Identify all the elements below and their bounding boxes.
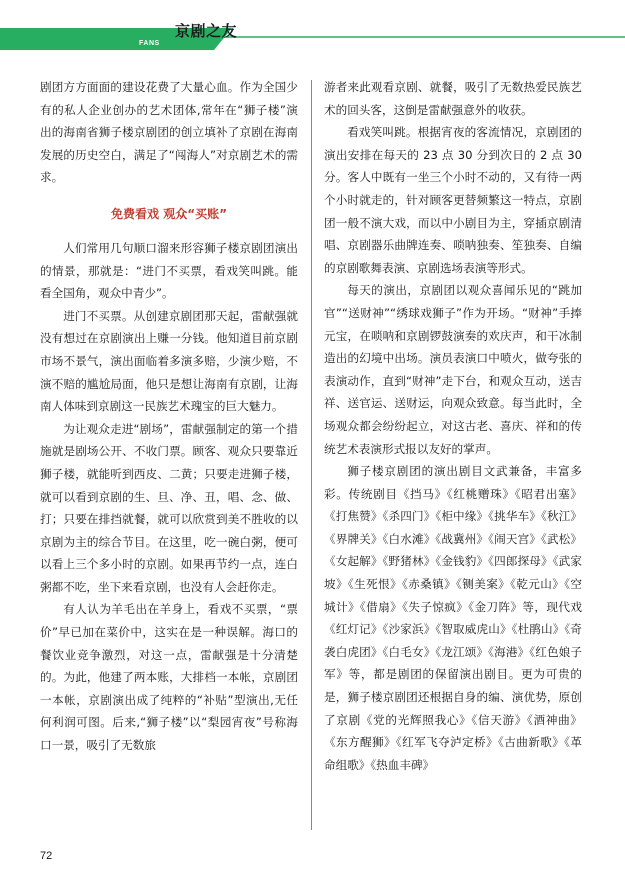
- paragraph: 每天的演出，京剧团以观众喜闻乐见的“跳加官”“送财神”“绣球戏狮子”作为开场。“财神”手捧元宝，在唢呐和京剧锣鼓演奏的欢庆声，和干冰制造出的幻境中出场。演员表演口中喷火，做夸张的表演动作，直到“财神”走下台，和观众互动，送吉祥、送官运、送财运，向观众致意。每当此时，全场观众都会纷纷起立，对这古老、喜庆、祥和的传统艺术表演形式报以友好的掌声。: [324, 283, 582, 456]
- paragraph: 为让观众走进“剧场”，雷献强制定的第一个措施就是剧场公开、不收门票。顾客、观众只要靠近狮子楼，就能听到西皮、二黄；只要走进狮子楼，就可以看到京剧的生、旦、净、丑，唱、念、做、打；只要在排挡就餐，就可以欣赏到美不胜收的以京剧为主的综合节目。在这里，吃一碗白粥，便可以看上三个多小时的京剧。如果再节约一点，连白粥都不吃，坐下来看京剧，也没有人会赶你走。: [40, 421, 298, 594]
- paragraph: 剧团方方面面的建设花费了大量心血。作为全国少有的私人企业创办的艺术团体,常年在“狮子楼”演出的海南省狮子楼京剧团的创立填补了京剧在海南发展的历史空白，满足了“闯海人”对京剧艺术的需求。: [40, 80, 298, 185]
- section-heading: 免费看戏 观众“买账”: [111, 206, 227, 221]
- paragraph: 看戏笑叫跳。根据宵夜的客流情况，京剧团的演出安排在每天的 23 点 30 分到次日的 2 点 30 分。客人中既有一坐三个小时不动的，又有待一两个小时就走的，针对顾客更替频繁这一特点，京剧团一般不演大戏，而以中小剧目为主，穿插京剧清唱、京剧器乐曲牌连奏、唢呐独奏、笙独奏、自编的京剧歌舞表演、京剧选场表演等形式。: [324, 125, 582, 275]
- section-label: FANS: [139, 40, 160, 47]
- paragraph: 有人认为羊毛出在羊身上，看戏不买票，“票价”早已加在菜价中，这实在是一种误解。海口的餐饮业竞争激烈，对这一点，雷献强是十分清楚的。为此，他建了两本账，大排档一本帐，京剧团一本帐，京剧演出成了纯粹的“补贴”型演出,无任何利润可图。后来,“狮子楼”以“梨园宵夜”号称海口一景，吸引了无数旅: [40, 602, 298, 753]
- page-number: 72: [40, 850, 53, 862]
- left-column: [40, 76, 298, 757]
- paragraph: 进门不买票。从创建京剧团那天起，雷献强就没有想过在京剧演出上赚一分钱。他知道目前京剧市场不景气，演出面临着多演多赔，少演少赔，不演不赔的尴尬局面，他只是想让海南有京剧，让海南人体味到京剧这一民族艺术瑰宝的巨大魅力。: [40, 308, 298, 414]
- paragraph: 狮子楼京剧团的演出剧目文武兼备，丰富多彩。传统剧目《挡马》《红桃赠珠》《昭君出塞》《打焦赞》《杀四门》《柜中缘》《挑华车》《秋江》《界牌关》《白水滩》《战冀州》《闹天宫》《武松》《女起解》《野猪林》《金钱豹》《四郎探母》《武家坡》《生死恨》《赤桑镇》《铡美案》《乾元山》《空城计》《借扇》《失子惊疯》《金刀阵》等，现代戏《红灯记》《沙家浜》《智取威虎山》《杜鹃山》《奇袭白虎团》《白毛女》《龙江颂》《海港》《红色娘子军》等，都是剧团的保留演出剧目。更为可贵的是，狮子楼京剧团还根据自身的编、演优势，原创了京剧《党的光辉照我心》《信天游》《酒神曲》《东方醒狮》《红军飞夺泸定桥》《古曲新歌》《革命组歌》《热血丰碑》: [324, 464, 582, 772]
- column-divider: [311, 80, 312, 830]
- header-stripe: [0, 28, 625, 54]
- paragraph: 游者来此观看京剧、就餐，吸引了无数热爱民族艺术的回头客，这倒是雷献强意外的收获。: [324, 80, 582, 117]
- magazine-title: 京剧之友: [175, 22, 238, 40]
- header-band: [0, 28, 625, 54]
- right-column: [324, 76, 582, 776]
- paragraph: 人们常用几句顺口溜来形容狮子楼京剧团演出的情景，那就是：“进门不买票，看戏笑叫跳。能看全国角，观众中青少”。: [40, 240, 298, 301]
